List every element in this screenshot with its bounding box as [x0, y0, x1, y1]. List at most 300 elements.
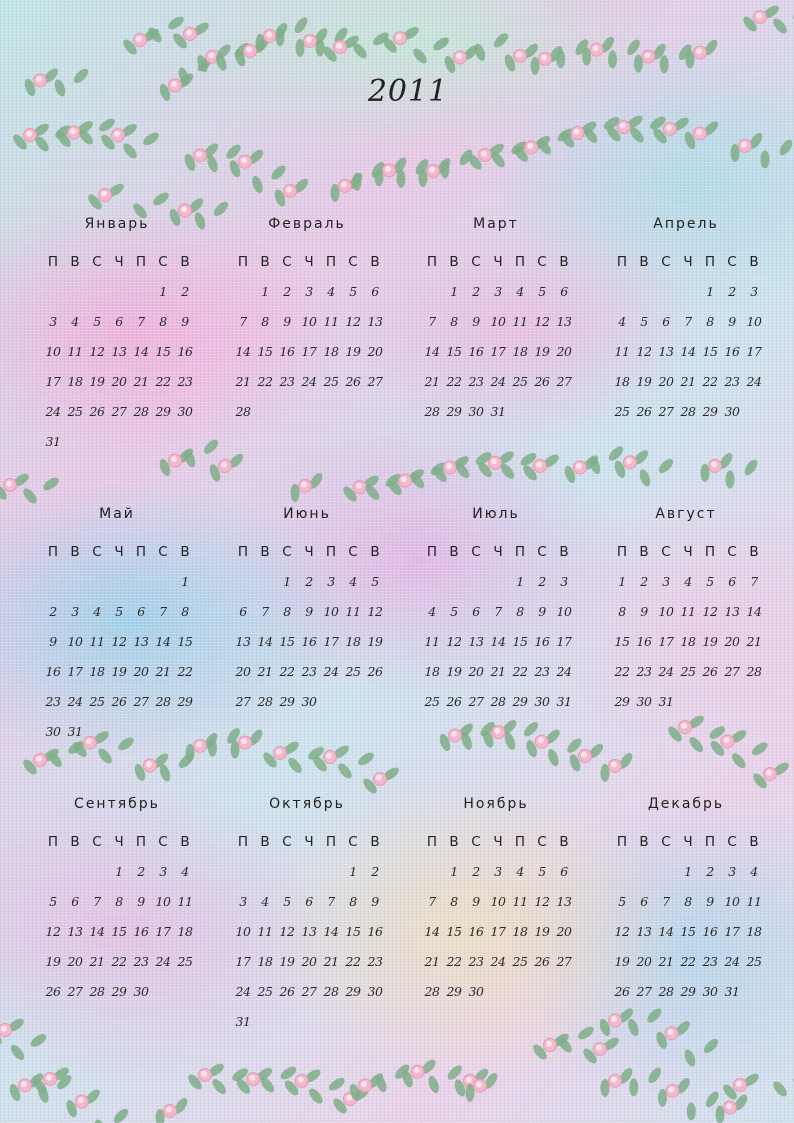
day-cell: 15 — [257, 344, 273, 359]
day-cell: 18 — [746, 924, 762, 939]
day-cell: 23 — [301, 664, 317, 679]
day-cell: 1 — [706, 284, 714, 299]
day-cell: 11 — [345, 604, 361, 619]
weekday-label: С — [471, 834, 481, 850]
leaf-shape — [211, 199, 230, 218]
day-cell: 10 — [490, 314, 506, 329]
day-cell: 21 — [89, 954, 105, 969]
rose-icon — [244, 44, 257, 57]
day-cell: 20 — [556, 924, 572, 939]
day-cell: 16 — [636, 634, 652, 649]
weekday-label: Ч — [493, 544, 503, 560]
leaf-shape — [761, 150, 770, 168]
rose-icon — [284, 184, 297, 197]
weekday-label: П — [514, 254, 526, 270]
rose-icon — [339, 179, 352, 192]
day-cell: 2 — [181, 284, 189, 299]
day-cell: 4 — [261, 894, 269, 909]
month-5 — [42, 506, 202, 746]
day-cell: 10 — [556, 604, 572, 619]
rose-icon — [274, 747, 287, 760]
day-cell: 15 — [279, 634, 295, 649]
leaf-shape — [491, 31, 510, 50]
rose-icon — [383, 164, 396, 177]
day-cell: 24 — [155, 954, 171, 969]
month-12 — [611, 796, 771, 1036]
rose-icon — [617, 121, 630, 134]
day-cell: 6 — [371, 284, 379, 299]
day-cell: 8 — [283, 604, 291, 619]
leaf-shape — [201, 437, 220, 456]
day-cell: 5 — [618, 894, 626, 909]
empty-cell — [254, 572, 276, 602]
weekday-label: В — [370, 834, 380, 850]
day-cell: 14 — [746, 604, 762, 619]
day-cell: 10 — [235, 924, 251, 939]
day-cell: 3 — [71, 604, 79, 619]
rose-icon — [19, 1079, 32, 1092]
day-cell: 6 — [640, 894, 648, 909]
weekday-label: П — [135, 254, 147, 270]
rose-icon — [4, 479, 17, 492]
weekday-label: С — [158, 834, 168, 850]
weekday-label: П — [237, 834, 249, 850]
rose-icon — [666, 1084, 679, 1097]
day-cell: 7 — [93, 894, 101, 909]
day-cell: 19 — [345, 344, 361, 359]
rose-icon — [179, 204, 192, 217]
leaf-shape — [730, 751, 748, 771]
rose-icon — [709, 459, 722, 472]
rose-icon — [525, 141, 538, 154]
day-cell: 20 — [235, 664, 251, 679]
day-cell: 22 — [279, 664, 295, 679]
month-name: Май — [99, 506, 135, 522]
day-cell: 30 — [45, 724, 61, 739]
day-cell: 24 — [45, 404, 61, 419]
day-cell: 1 — [349, 864, 357, 879]
leaf-shape — [431, 35, 451, 53]
weekday-label: С — [537, 254, 547, 270]
day-cell: 31 — [490, 404, 506, 419]
empty-cell — [611, 862, 633, 892]
day-cell: 10 — [724, 894, 740, 909]
day-cell: 18 — [323, 344, 339, 359]
month-grid — [421, 542, 575, 722]
day-cell: 10 — [323, 604, 339, 619]
day-cell: 25 — [746, 954, 762, 969]
day-cell: 5 — [706, 574, 714, 589]
empty-cell — [42, 282, 64, 312]
day-cell: 23 — [702, 954, 718, 969]
empty-cell — [130, 282, 152, 312]
day-cell: 2 — [706, 864, 714, 879]
day-cell: 16 — [301, 634, 317, 649]
day-cell: 22 — [680, 954, 696, 969]
day-cell: 28 — [424, 984, 440, 999]
leaf-shape — [41, 475, 61, 493]
day-cell: 30 — [534, 694, 550, 709]
weekday-label: В — [449, 834, 459, 850]
rose-icon — [164, 1104, 177, 1117]
day-cell: 25 — [89, 694, 105, 709]
day-cell: 6 — [239, 604, 247, 619]
day-cell: 9 — [472, 894, 480, 909]
day-cell: 11 — [614, 344, 630, 359]
day-cell: 26 — [534, 954, 550, 969]
empty-cell — [655, 282, 677, 312]
empty-cell — [86, 572, 108, 602]
day-cell: 14 — [323, 924, 339, 939]
day-cell: 29 — [177, 694, 193, 709]
day-cell: 22 — [512, 664, 528, 679]
day-cell: 19 — [614, 954, 630, 969]
month-name: Июнь — [283, 506, 331, 522]
weekday-label: Ч — [304, 544, 314, 560]
weekday-label: Ч — [114, 834, 124, 850]
leaf-shape — [426, 1075, 441, 1095]
day-cell: 24 — [658, 664, 674, 679]
day-cell: 22 — [345, 954, 361, 969]
day-cell: 25 — [680, 664, 696, 679]
day-cell: 3 — [750, 284, 758, 299]
day-cell: 29 — [614, 694, 630, 709]
day-cell: 19 — [534, 344, 550, 359]
day-cell: 18 — [67, 374, 83, 389]
month-name: Декабрь — [647, 796, 725, 812]
day-cell: 13 — [468, 634, 484, 649]
day-cell: 1 — [450, 864, 458, 879]
day-cell: 3 — [494, 864, 502, 879]
weekday-label: П — [704, 254, 716, 270]
day-cell: 11 — [424, 634, 440, 649]
weekday-label: С — [158, 544, 168, 560]
day-cell: 12 — [345, 314, 361, 329]
rose-icon — [489, 456, 502, 469]
day-cell: 23 — [468, 374, 484, 389]
weekday-label: С — [282, 544, 292, 560]
day-cell: 29 — [512, 694, 528, 709]
rose-icon — [544, 1039, 557, 1052]
day-cell: 28 — [89, 984, 105, 999]
leaf-shape — [286, 756, 304, 776]
day-cell: 13 — [67, 924, 83, 939]
day-cell: 3 — [728, 864, 736, 879]
rose-icon — [247, 1073, 260, 1086]
rose-icon — [374, 772, 387, 785]
day-cell: 1 — [159, 284, 167, 299]
day-cell: 27 — [111, 404, 127, 419]
day-cell: 24 — [490, 954, 506, 969]
weekday-label: В — [749, 254, 759, 270]
day-cell: 31 — [67, 724, 83, 739]
leaf-shape — [111, 1106, 130, 1123]
day-cell: 1 — [618, 574, 626, 589]
day-cell: 17 — [155, 924, 171, 939]
weekday-label: П — [514, 834, 526, 850]
day-cell: 30 — [468, 984, 484, 999]
weekday-label: С — [92, 544, 102, 560]
day-cell: 17 — [67, 664, 83, 679]
day-cell: 8 — [349, 894, 357, 909]
day-cell: 4 — [349, 574, 357, 589]
weekday-label: Ч — [493, 254, 503, 270]
rose-icon — [324, 750, 337, 763]
weekday-label: В — [180, 254, 190, 270]
day-cell: 17 — [301, 344, 317, 359]
day-cell: 26 — [367, 664, 383, 679]
day-cell: 14 — [89, 924, 105, 939]
leaf-shape — [210, 1077, 228, 1097]
day-cell: 17 — [490, 924, 506, 939]
day-cell: 21 — [257, 664, 273, 679]
leaf-shape — [556, 50, 565, 68]
day-cell: 23 — [133, 954, 149, 969]
day-cell: 11 — [512, 894, 528, 909]
rose-icon — [411, 1065, 424, 1078]
day-cell: 8 — [684, 894, 692, 909]
day-cell: 7 — [261, 604, 269, 619]
month-grid — [611, 252, 765, 432]
leaf-shape — [336, 761, 354, 781]
weekday-label: Ч — [683, 544, 693, 560]
day-cell: 15 — [512, 634, 528, 649]
day-cell: 9 — [371, 894, 379, 909]
day-cell: 11 — [680, 604, 696, 619]
day-cell: 21 — [424, 374, 440, 389]
day-cell: 4 — [71, 314, 79, 329]
day-cell: 27 — [556, 374, 572, 389]
day-cell: 9 — [472, 314, 480, 329]
day-cell: 2 — [49, 604, 57, 619]
leaf-shape — [21, 486, 39, 506]
day-cell: 21 — [746, 634, 762, 649]
weekday-label: С — [727, 834, 737, 850]
day-cell: 26 — [111, 694, 127, 709]
day-cell: 15 — [446, 344, 462, 359]
day-cell: 15 — [177, 634, 193, 649]
leaf-shape — [151, 190, 171, 208]
weekday-label: В — [260, 544, 270, 560]
day-cell: 9 — [728, 314, 736, 329]
day-cell: 4 — [684, 574, 692, 589]
rose-icon — [444, 461, 457, 474]
weekday-label: В — [260, 834, 270, 850]
day-cell: 18 — [424, 664, 440, 679]
day-cell: 13 — [111, 344, 127, 359]
day-cell: 19 — [367, 634, 383, 649]
day-cell: 22 — [702, 374, 718, 389]
day-cell: 9 — [49, 634, 57, 649]
leaf-shape — [771, 1079, 789, 1099]
empty-cell — [443, 572, 465, 602]
day-cell: 12 — [534, 314, 550, 329]
rose-icon — [68, 126, 81, 139]
leaf-shape — [93, 1118, 108, 1123]
day-cell: 19 — [446, 664, 462, 679]
day-cell: 14 — [424, 344, 440, 359]
weekday-label: С — [471, 254, 481, 270]
day-cell: 7 — [684, 314, 692, 329]
day-cell: 7 — [494, 604, 502, 619]
day-cell: 6 — [115, 314, 123, 329]
day-cell: 1 — [283, 574, 291, 589]
day-cell: 8 — [618, 604, 626, 619]
day-cell: 12 — [279, 924, 295, 939]
month-9 — [42, 796, 202, 1036]
day-cell: 6 — [662, 314, 670, 329]
day-cell: 30 — [301, 694, 317, 709]
day-cell: 24 — [724, 954, 740, 969]
day-cell: 5 — [93, 314, 101, 329]
day-cell: 15 — [702, 344, 718, 359]
day-cell: 18 — [257, 954, 273, 969]
rose-icon — [239, 155, 252, 168]
weekday-label: П — [704, 834, 716, 850]
empty-cell — [64, 862, 86, 892]
weekday-label: С — [348, 254, 358, 270]
rose-icon — [609, 759, 622, 772]
day-cell: 26 — [446, 694, 462, 709]
day-cell: 21 — [424, 954, 440, 969]
rose-icon — [34, 754, 47, 767]
weekday-label: С — [348, 544, 358, 560]
day-cell: 31 — [45, 434, 61, 449]
rose-icon — [112, 129, 125, 142]
rose-icon — [264, 29, 277, 42]
rose-icon — [44, 1072, 57, 1085]
day-cell: 29 — [446, 984, 462, 999]
day-cell: 28 — [680, 404, 696, 419]
day-cell: 12 — [702, 604, 718, 619]
weekday-label: П — [237, 254, 249, 270]
weekday-label: П — [135, 544, 147, 560]
day-cell: 9 — [706, 894, 714, 909]
day-cell: 27 — [724, 664, 740, 679]
day-cell: 16 — [367, 924, 383, 939]
weekday-label: В — [639, 254, 649, 270]
rose-icon — [664, 122, 677, 135]
day-cell: 21 — [133, 374, 149, 389]
leaf-shape — [327, 1075, 347, 1093]
leaf-shape — [701, 1036, 720, 1055]
weekday-label: Ч — [683, 834, 693, 850]
month-grid — [232, 832, 386, 1042]
empty-cell — [320, 862, 342, 892]
day-cell: 6 — [305, 894, 313, 909]
weekday-label: П — [426, 254, 438, 270]
weekday-label: Ч — [683, 254, 693, 270]
weekday-label: П — [47, 834, 59, 850]
empty-cell — [108, 282, 130, 312]
month-7 — [421, 506, 581, 746]
weekday-label: С — [282, 254, 292, 270]
weekday-label: Ч — [114, 254, 124, 270]
day-cell: 23 — [468, 954, 484, 969]
leaf-shape — [445, 1063, 464, 1082]
day-cell: 19 — [636, 374, 652, 389]
day-cell: 8 — [706, 314, 714, 329]
rose-icon — [574, 461, 587, 474]
month-3 — [421, 216, 581, 456]
rose-icon — [571, 126, 584, 139]
day-cell: 8 — [159, 314, 167, 329]
day-cell: 30 — [702, 984, 718, 999]
day-cell: 14 — [490, 634, 506, 649]
day-cell: 2 — [640, 574, 648, 589]
weekday-label: С — [661, 834, 671, 850]
day-cell: 28 — [424, 404, 440, 419]
empty-cell — [276, 862, 298, 892]
day-cell: 1 — [516, 574, 524, 589]
leaf-shape — [356, 750, 376, 768]
rose-icon — [199, 1069, 212, 1082]
weekday-label: П — [47, 544, 59, 560]
day-cell: 14 — [235, 344, 251, 359]
empty-cell — [633, 282, 655, 312]
day-cell: 10 — [490, 894, 506, 909]
day-cell: 8 — [181, 604, 189, 619]
leaf-shape — [353, 173, 362, 191]
day-cell: 15 — [345, 924, 361, 939]
day-cell: 19 — [45, 954, 61, 969]
day-cell: 14 — [424, 924, 440, 939]
day-cell: 3 — [305, 284, 313, 299]
day-cell: 6 — [472, 604, 480, 619]
day-cell: 17 — [724, 924, 740, 939]
empty-cell — [152, 572, 174, 602]
rose-icon — [594, 1042, 607, 1055]
month-grid — [421, 252, 575, 432]
day-cell: 5 — [538, 864, 546, 879]
rose-icon — [474, 1079, 487, 1092]
day-cell: 31 — [235, 1014, 251, 1029]
weekday-label: Ч — [114, 544, 124, 560]
weekday-label: В — [559, 254, 569, 270]
month-name: Апрель — [653, 216, 719, 232]
weekday-label: В — [370, 544, 380, 560]
day-cell: 27 — [636, 984, 652, 999]
day-cell: 29 — [279, 694, 295, 709]
leaf-shape — [638, 468, 653, 488]
leaf-shape — [771, 16, 789, 36]
day-cell: 27 — [468, 694, 484, 709]
day-cell: 28 — [133, 404, 149, 419]
month-name: Август — [655, 506, 717, 522]
leaf-shape — [250, 175, 265, 195]
day-cell: 11 — [89, 634, 105, 649]
day-cell: 6 — [728, 574, 736, 589]
leaf-shape — [687, 1102, 696, 1120]
day-cell: 22 — [257, 374, 273, 389]
day-cell: 23 — [724, 374, 740, 389]
day-cell: 5 — [371, 574, 379, 589]
day-cell: 23 — [177, 374, 193, 389]
day-cell: 8 — [516, 604, 524, 619]
rose-icon — [642, 50, 655, 63]
day-cell: 24 — [235, 984, 251, 999]
day-cell: 25 — [614, 404, 630, 419]
month-grid — [611, 542, 765, 722]
month-4 — [611, 216, 771, 456]
day-cell: 24 — [556, 664, 572, 679]
day-cell: 24 — [490, 374, 506, 389]
day-cell: 16 — [279, 344, 295, 359]
weekday-label: В — [639, 544, 649, 560]
empty-cell — [421, 862, 443, 892]
day-cell: 19 — [702, 634, 718, 649]
day-cell: 28 — [746, 664, 762, 679]
